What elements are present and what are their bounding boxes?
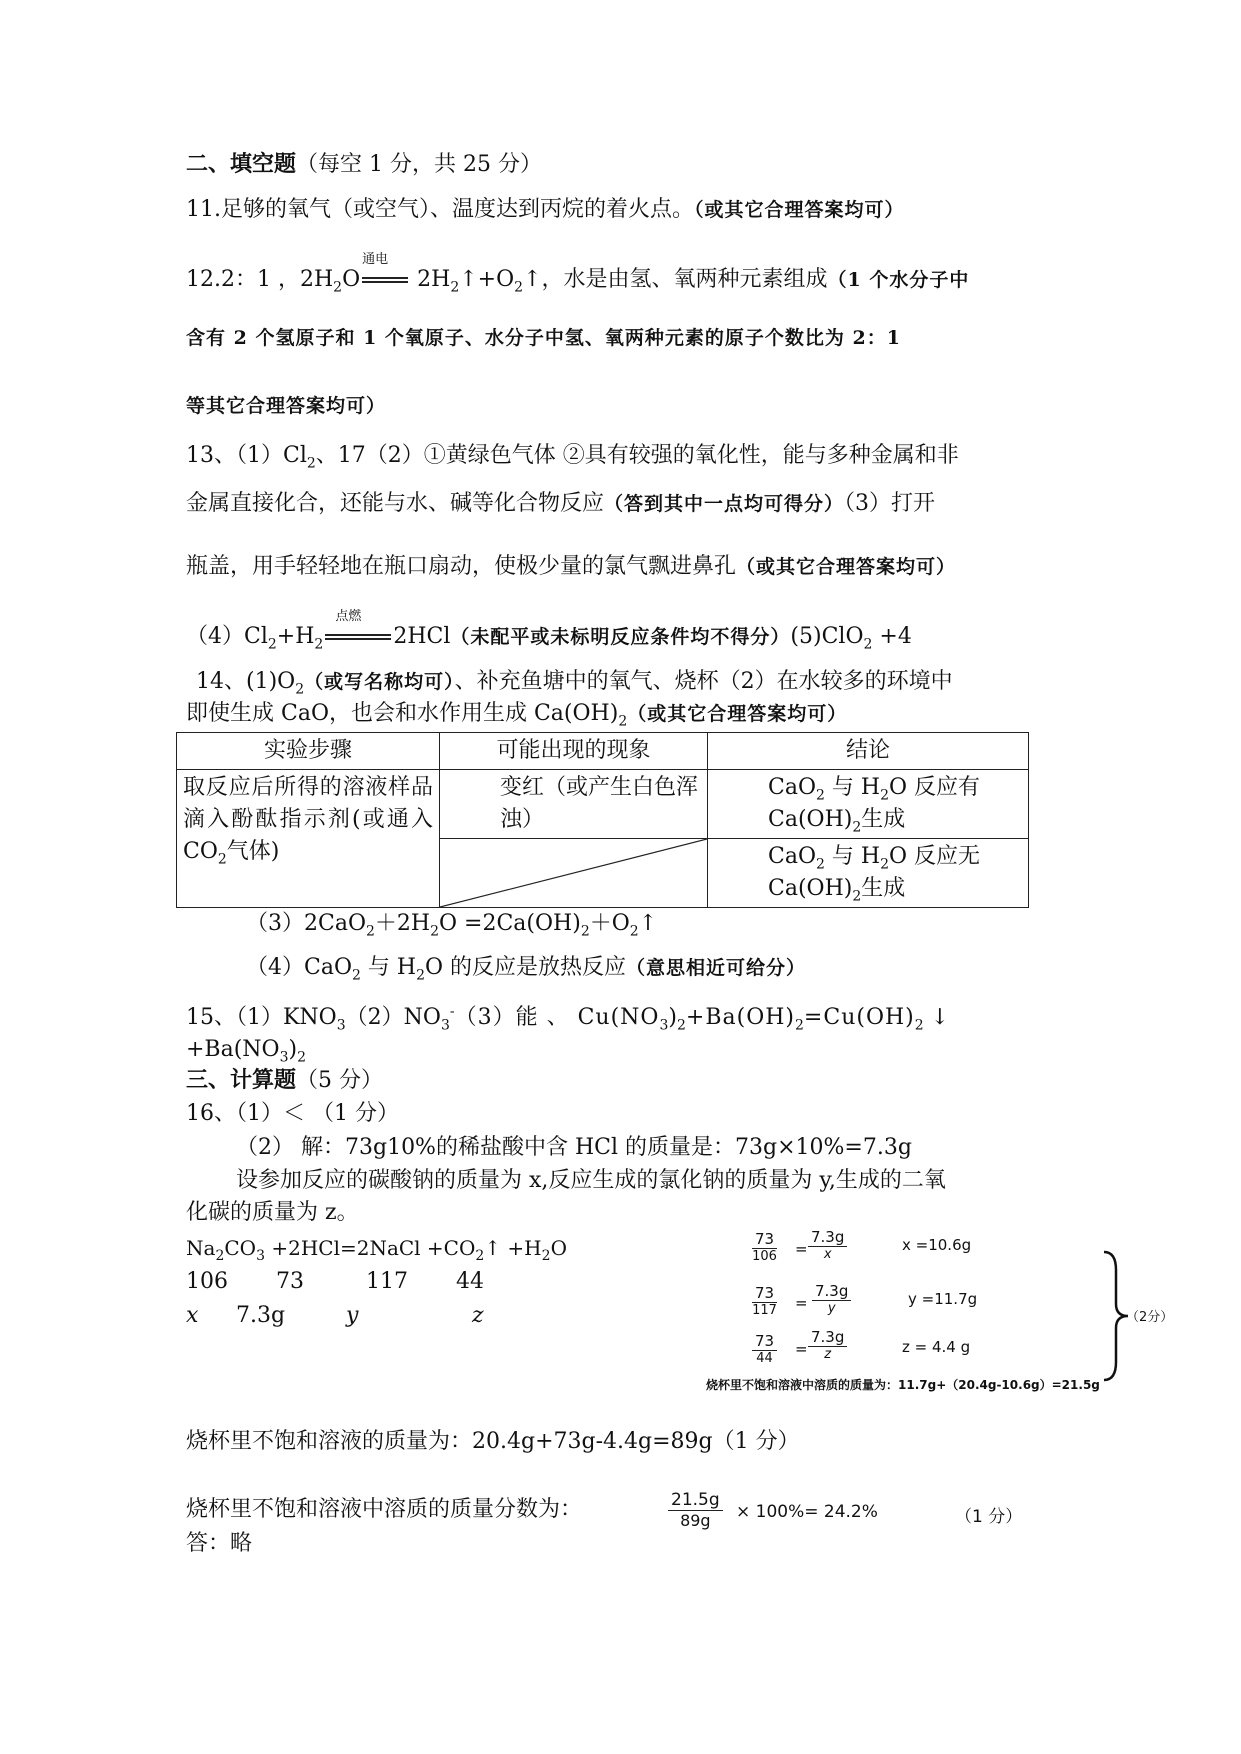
table-row <box>177 770 1029 839</box>
frac0-num: 73 <box>752 1230 777 1249</box>
frac1-rden: y <box>827 1301 836 1316</box>
q13-l4d: (5)ClO <box>790 624 864 649</box>
q13-l4a: （4）Cl <box>186 624 268 649</box>
solute-mass-note: 烧杯里不饱和溶液中溶质的质量为：11.7g+（20.4g-10.6g）=21.5g <box>706 1378 1100 1392</box>
q13-l2note: （答到其中一点均可得分） <box>604 493 845 515</box>
concl1d: 生成 <box>861 807 906 832</box>
concl2b: 与 H <box>824 844 881 869</box>
concl2a: CaO <box>768 844 816 869</box>
pct-den: 89g <box>680 1511 711 1530</box>
equals-sign <box>325 634 391 640</box>
concl1-sub-a: 2 <box>816 787 825 804</box>
eq-e: O <box>550 1236 567 1260</box>
q13-l3a: 瓶盖，用手轻轻地在瓶口扇动，使极少量的氯气飘进鼻孔 <box>186 554 737 579</box>
result-z: z = 4.4 g <box>902 1338 971 1356</box>
molar-mass-117: 117 <box>366 1269 408 1294</box>
step-sub: 2 <box>217 851 227 868</box>
q14-line4 <box>246 954 806 982</box>
q15-s3a: 3 <box>336 1017 346 1034</box>
q14-l1sub: 2 <box>295 681 305 698</box>
q13-l4sub2: 2 <box>314 636 324 653</box>
q12-mid2: 2H <box>410 267 451 292</box>
q13-l2b: （3）打开 <box>844 491 936 516</box>
q14-l3b: ＋2H <box>374 911 431 936</box>
q15-g: ↓ <box>923 1005 950 1030</box>
q12-line1 <box>186 252 970 296</box>
answer-line: 答：略 <box>186 1531 253 1556</box>
q15-line1 <box>186 1004 949 1032</box>
q16-line4: 化碳的质量为 z。 <box>186 1200 359 1225</box>
q14-l1b: 、补充鱼塘中的氧气、烧杯（2）在水较多的环境中 <box>454 669 953 694</box>
q15-s2b: 2 <box>795 1017 804 1034</box>
q14-l3-s3: 2 <box>580 923 590 940</box>
eq-c: +2HCl=2NaCl +CO <box>264 1236 476 1260</box>
table-cell-conclusion-no <box>708 839 1029 908</box>
q16-line1: 16、（1）＜ （1 分） <box>186 1101 399 1126</box>
section2-heading <box>186 150 542 179</box>
frac1-rnum: 7.3g <box>812 1282 851 1301</box>
q13-line2 <box>186 490 935 518</box>
q13-line3 <box>186 553 956 581</box>
q13-l4note: （未配平或未标明反应条件均不得分） <box>450 626 791 648</box>
q11 <box>186 196 905 224</box>
var-y: y <box>346 1303 359 1328</box>
q13-l4cond: 点燃 <box>335 609 362 624</box>
eq-s3: 2 <box>475 1248 485 1264</box>
q15-e: +Ba(OH) <box>685 1005 795 1030</box>
experiment-table <box>176 732 1029 908</box>
fraction-x-right <box>808 1228 847 1262</box>
concl1-sub-c: 2 <box>852 819 862 836</box>
q13-l4sub1: 2 <box>267 636 277 653</box>
equals-sign <box>362 277 408 283</box>
q15-s2c: 2 <box>914 1017 924 1034</box>
var-z: z <box>472 1303 484 1328</box>
q12-note1: （1 个水分子中 <box>827 269 970 291</box>
fraction-y-left <box>752 1284 777 1318</box>
q14-l3-s2: 2 <box>430 923 440 940</box>
eq-s1: 2 <box>215 1248 225 1264</box>
table-cell-phenomenon: 变红（或产生白色浑浊） <box>440 770 708 839</box>
molar-mass-73: 73 <box>276 1269 304 1294</box>
pct-num: 21.5g <box>668 1490 723 1511</box>
q15-l2s3: 3 <box>279 1049 289 1066</box>
q15-line2 <box>186 1036 306 1064</box>
q11-note: （或其它合理答案均可） <box>694 199 905 221</box>
q15-sup: - <box>449 1003 455 1020</box>
fraction-equals: = <box>795 1294 808 1312</box>
q15-b: （2）NO <box>345 1005 441 1030</box>
q12-mid4: ↑，水是由氢、氧两种元素组成 <box>523 267 828 292</box>
q16-line2: （2） 解：73g10%的稀盐酸中含 HCl 的质量是：73g×10%=7.3g <box>236 1135 912 1160</box>
q12-line2: 含有 2 个氢原子和 1 个氧原子、水分子中氢、氧两种元素的原子个数比为 2：1 <box>186 327 901 349</box>
electrolysis-condition <box>360 252 410 294</box>
concl1b: 与 H <box>824 775 881 800</box>
var-x: x <box>186 1303 199 1328</box>
q13-line1 <box>186 442 959 470</box>
q11-text: 11.足够的氧气（或空气）、温度达到丙烷的着火点。 <box>186 197 694 222</box>
fraction-z-left <box>752 1332 777 1366</box>
mass-fraction-result: × 100%= 24.2% <box>736 1502 878 1522</box>
q14-l1a: 14、(1)O <box>196 669 296 694</box>
frac2-rden: z <box>824 1347 832 1362</box>
molar-mass-106: 106 <box>186 1269 228 1294</box>
frac2-rnum: 7.3g <box>808 1328 847 1347</box>
frac1-den: 117 <box>752 1303 777 1318</box>
frac2-num: 73 <box>752 1332 777 1351</box>
q14-l4c: O 的反应是放热反应 <box>425 955 627 980</box>
q14-l3d: ＋O <box>589 911 630 936</box>
frac0-den: 106 <box>752 1249 777 1264</box>
step-end: 气体) <box>226 839 280 864</box>
table-header-row <box>177 733 1029 770</box>
fraction-x-left <box>752 1230 777 1264</box>
q15-c: （3）能 、 Cu(NO <box>454 1005 660 1030</box>
q12-line3: 等其它合理答案均可） <box>186 395 387 417</box>
q12-prefix: 12.2：1 ，2H <box>186 267 334 292</box>
fraction-equals: = <box>795 1340 808 1358</box>
concl2-sub-b: 2 <box>880 856 890 873</box>
eq-s4: 2 <box>541 1248 551 1264</box>
section3-title: 三、计算题 <box>186 1067 297 1093</box>
mass-fraction <box>668 1490 723 1530</box>
q14-l2note: （或其它合理答案均可） <box>627 703 848 725</box>
table-header-step: 实验步骤 <box>177 733 440 770</box>
table-cell-step <box>177 770 440 908</box>
q14-l3: （3）2CaO <box>246 911 366 936</box>
q15-s3c: 3 <box>659 1017 669 1034</box>
q14-l3-s4: 2 <box>629 923 639 940</box>
eq-a: Na <box>186 1236 216 1260</box>
section3-heading <box>186 1066 383 1095</box>
q12-mid3: ↑+O <box>459 267 515 292</box>
q12-sub3: 2 <box>514 279 524 296</box>
q15-s3b: 3 <box>440 1017 450 1034</box>
q12-sub2: 2 <box>450 279 460 296</box>
frac0-rnum: 7.3g <box>808 1228 847 1247</box>
section3-note: （5 分） <box>296 1068 384 1093</box>
q13-l1b: 、17（2）①黄绿色气体 ②具有较强的氧化性，能与多种金属和非 <box>315 443 959 468</box>
q14-l3c: O =2Ca(OH) <box>439 911 581 936</box>
result-x: x =10.6g <box>902 1236 972 1254</box>
table-cell-conclusion-yes <box>708 770 1029 839</box>
table-cell-empty-slash <box>440 839 708 908</box>
q15-l2s2: 2 <box>297 1049 307 1066</box>
section2-note: （每空 1 分，共 25 分） <box>296 152 542 177</box>
q14-l4a: （4）CaO <box>246 955 352 980</box>
q14-l3e: ↑ <box>638 911 658 936</box>
molar-mass-44: 44 <box>456 1269 484 1294</box>
q14-l4-s1: 2 <box>351 967 361 984</box>
table-header-phenomenon: 可能出现的现象 <box>440 733 708 770</box>
eq-s2: 3 <box>256 1248 265 1264</box>
diagonal-slash <box>440 839 707 907</box>
q12-mid1: O <box>342 267 361 292</box>
q13-l4e: +4 <box>872 624 912 649</box>
eq-d: ↑ +H <box>484 1236 542 1260</box>
q13-line4 <box>186 609 912 653</box>
q14-l4b: 与 H <box>360 955 417 980</box>
solution-mass-line: 烧杯里不饱和溶液的质量为：20.4g+73g-4.4g=89g（1 分） <box>186 1429 800 1454</box>
q14-line2 <box>186 700 847 728</box>
table-header-conclusion: 结论 <box>708 733 1029 770</box>
q13-l4sub3: 2 <box>863 636 873 653</box>
frac0-rden: x <box>823 1247 832 1262</box>
frac2-den: 44 <box>756 1351 773 1366</box>
q12-sub1: 2 <box>333 279 343 296</box>
ignition-condition <box>323 609 393 651</box>
q14-line3 <box>246 910 657 938</box>
concl2d: 生成 <box>861 876 906 901</box>
mass-fraction-score: （1 分） <box>955 1507 1023 1527</box>
q15-s2a: 2 <box>676 1017 686 1034</box>
q12-cond: 通电 <box>362 252 389 267</box>
frac1-num: 73 <box>752 1284 777 1303</box>
concl2-sub-a: 2 <box>816 856 825 873</box>
q14-l3-s1: 2 <box>365 923 375 940</box>
eq-b: CO <box>224 1236 257 1260</box>
reaction-equation <box>186 1234 567 1262</box>
q13-l2a: 金属直接化合，还能与水、碱等化合物反应 <box>186 491 605 516</box>
mass-fraction-label: 烧杯里不饱和溶液中溶质的质量分数为： <box>186 1497 583 1522</box>
q14-l4-s2: 2 <box>416 967 426 984</box>
q13-l1sub: 2 <box>306 455 316 472</box>
concl2-sub-c: 2 <box>852 888 862 905</box>
q14-l4note: （意思相近可给分） <box>626 957 807 979</box>
q13-l4c: 2HCl <box>393 624 451 649</box>
q15-f: =Cu(OH) <box>803 1005 915 1030</box>
section2-title: 二、填空题 <box>186 151 297 177</box>
q13-l1a: 13、（1）Cl <box>186 443 307 468</box>
q14-l1note: （或写名称均可） <box>304 671 455 693</box>
concl1a: CaO <box>768 775 816 800</box>
fraction-equals: = <box>795 1240 808 1258</box>
fraction-y-right <box>812 1282 851 1316</box>
q15-d: ) <box>668 1005 677 1030</box>
fraction-z-right <box>808 1328 847 1362</box>
result-y: y =11.7g <box>908 1290 978 1308</box>
q14-line1 <box>196 668 953 696</box>
q16-line3: 设参加反应的碳酸钠的质量为 x,反应生成的氯化钠的质量为 y,生成的二氧 <box>236 1168 946 1193</box>
brace-score: （2分） <box>1126 1310 1174 1325</box>
q14-l2sub: 2 <box>618 713 628 730</box>
q15-l2a: +Ba(NO <box>186 1037 280 1062</box>
q14-l2a: 即使生成 CaO，也会和水作用生成 Ca(OH) <box>186 701 619 726</box>
q15-l2b: ) <box>288 1037 298 1062</box>
q13-l3note: （或其它合理答案均可） <box>736 556 957 578</box>
concl1-sub-b: 2 <box>880 787 890 804</box>
concl2c: O 反应无 Ca(OH) <box>768 844 981 901</box>
var-7.3g: 7.3g <box>236 1303 286 1328</box>
step-text: 取反应后所得的溶液样品滴入酚酞指示剂(或通入 CO <box>183 775 433 864</box>
concl1c: O 反应有 Ca(OH) <box>768 775 981 832</box>
q15-a: 15、（1）KNO <box>186 1005 337 1030</box>
q13-l4b: +H <box>276 624 315 649</box>
